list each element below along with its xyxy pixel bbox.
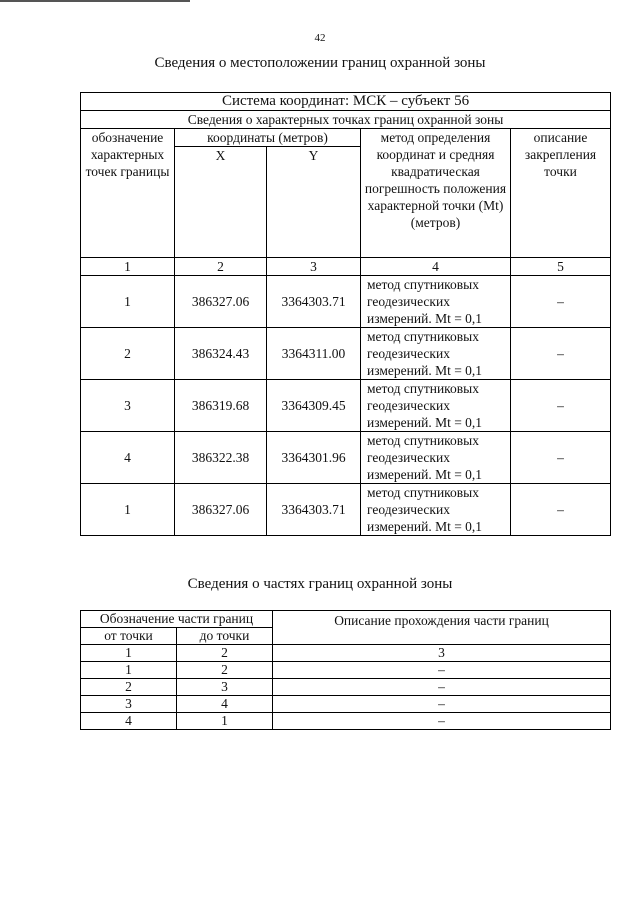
method-text: метод спутниковых геодезических измерений. Mt = 0,1 [361,432,511,484]
col-number: 5 [511,258,611,276]
col-point-label: обозначение характерных точек границы [81,129,175,258]
from-point: 2 [81,679,177,696]
col-y: Y [267,147,361,258]
to-point: 2 [177,662,273,679]
page-number: 42 [314,32,326,44]
point-desc: – [511,432,611,484]
method-text: метод спутниковых геодезических измерений. Mt = 0,1 [361,380,511,432]
col-number: 1 [81,645,177,662]
part-desc: – [273,662,611,679]
col-part: Обозначение части границ [81,611,273,628]
coord-x: 386327.06 [175,484,267,536]
point-desc: – [511,276,611,328]
coord-y: 3364311.00 [267,328,361,380]
table-row [81,328,611,380]
coord-y: 3364301.96 [267,432,361,484]
col-method: метод определения координат и средняя квадратическая погрешность положения характерной точки (Mt) (метров) [361,129,511,258]
col-number: 3 [267,258,361,276]
method-text: метод спутниковых геодезических измерений. Mt = 0,1 [361,328,511,380]
part-desc: – [273,679,611,696]
to-point: 4 [177,696,273,713]
point-id: 3 [81,380,175,432]
coord-x: 386327.06 [175,276,267,328]
col-number: 3 [273,645,611,662]
section-title-parts: Сведения о частях границ охранной зоны [187,576,453,592]
coord-x: 386319.68 [175,380,267,432]
coord-y: 3364303.71 [267,276,361,328]
point-desc: – [511,380,611,432]
col-number: 2 [177,645,273,662]
boundary-points-table [80,92,611,536]
point-id: 4 [81,432,175,484]
table-row [81,380,611,432]
point-id: 2 [81,328,175,380]
col-to: до точки [177,628,273,645]
table-row [81,679,611,696]
coord-y: 3364309.45 [267,380,361,432]
method-text: метод спутниковых геодезических измерений. Mt = 0,1 [361,484,511,536]
col-desc: описание закрепления точки [511,129,611,258]
part-desc: – [273,713,611,730]
coord-x: 386322.38 [175,432,267,484]
table-row [81,432,611,484]
from-point: 4 [81,713,177,730]
table-row [81,696,611,713]
table-row [81,713,611,730]
section-title-boundaries: Сведения о местоположении границ охранной зоны [154,55,486,71]
point-id: 1 [81,276,175,328]
table-row [81,662,611,679]
coord-system-header: Система координат: МСК – субъект 56 [81,93,611,111]
top-rule [0,0,190,2]
point-id: 1 [81,484,175,536]
col-coords: координаты (метров) [175,129,361,147]
coord-y: 3364303.71 [267,484,361,536]
col-number: 4 [361,258,511,276]
col-number: 1 [81,258,175,276]
method-text: метод спутниковых геодезических измерений. Mt = 0,1 [361,276,511,328]
coord-x: 386324.43 [175,328,267,380]
point-desc: – [511,328,611,380]
from-point: 3 [81,696,177,713]
col-number: 2 [175,258,267,276]
col-x: X [175,147,267,258]
table-row [81,484,611,536]
point-desc: – [511,484,611,536]
col-from: от точки [81,628,177,645]
boundary-parts-table [80,610,611,730]
part-desc: – [273,696,611,713]
col-desc: Описание прохождения части границ [273,611,611,645]
from-point: 1 [81,662,177,679]
table-row [81,276,611,328]
points-subheader: Сведения о характерных точках границ охранной зоны [81,111,611,129]
to-point: 1 [177,713,273,730]
to-point: 3 [177,679,273,696]
